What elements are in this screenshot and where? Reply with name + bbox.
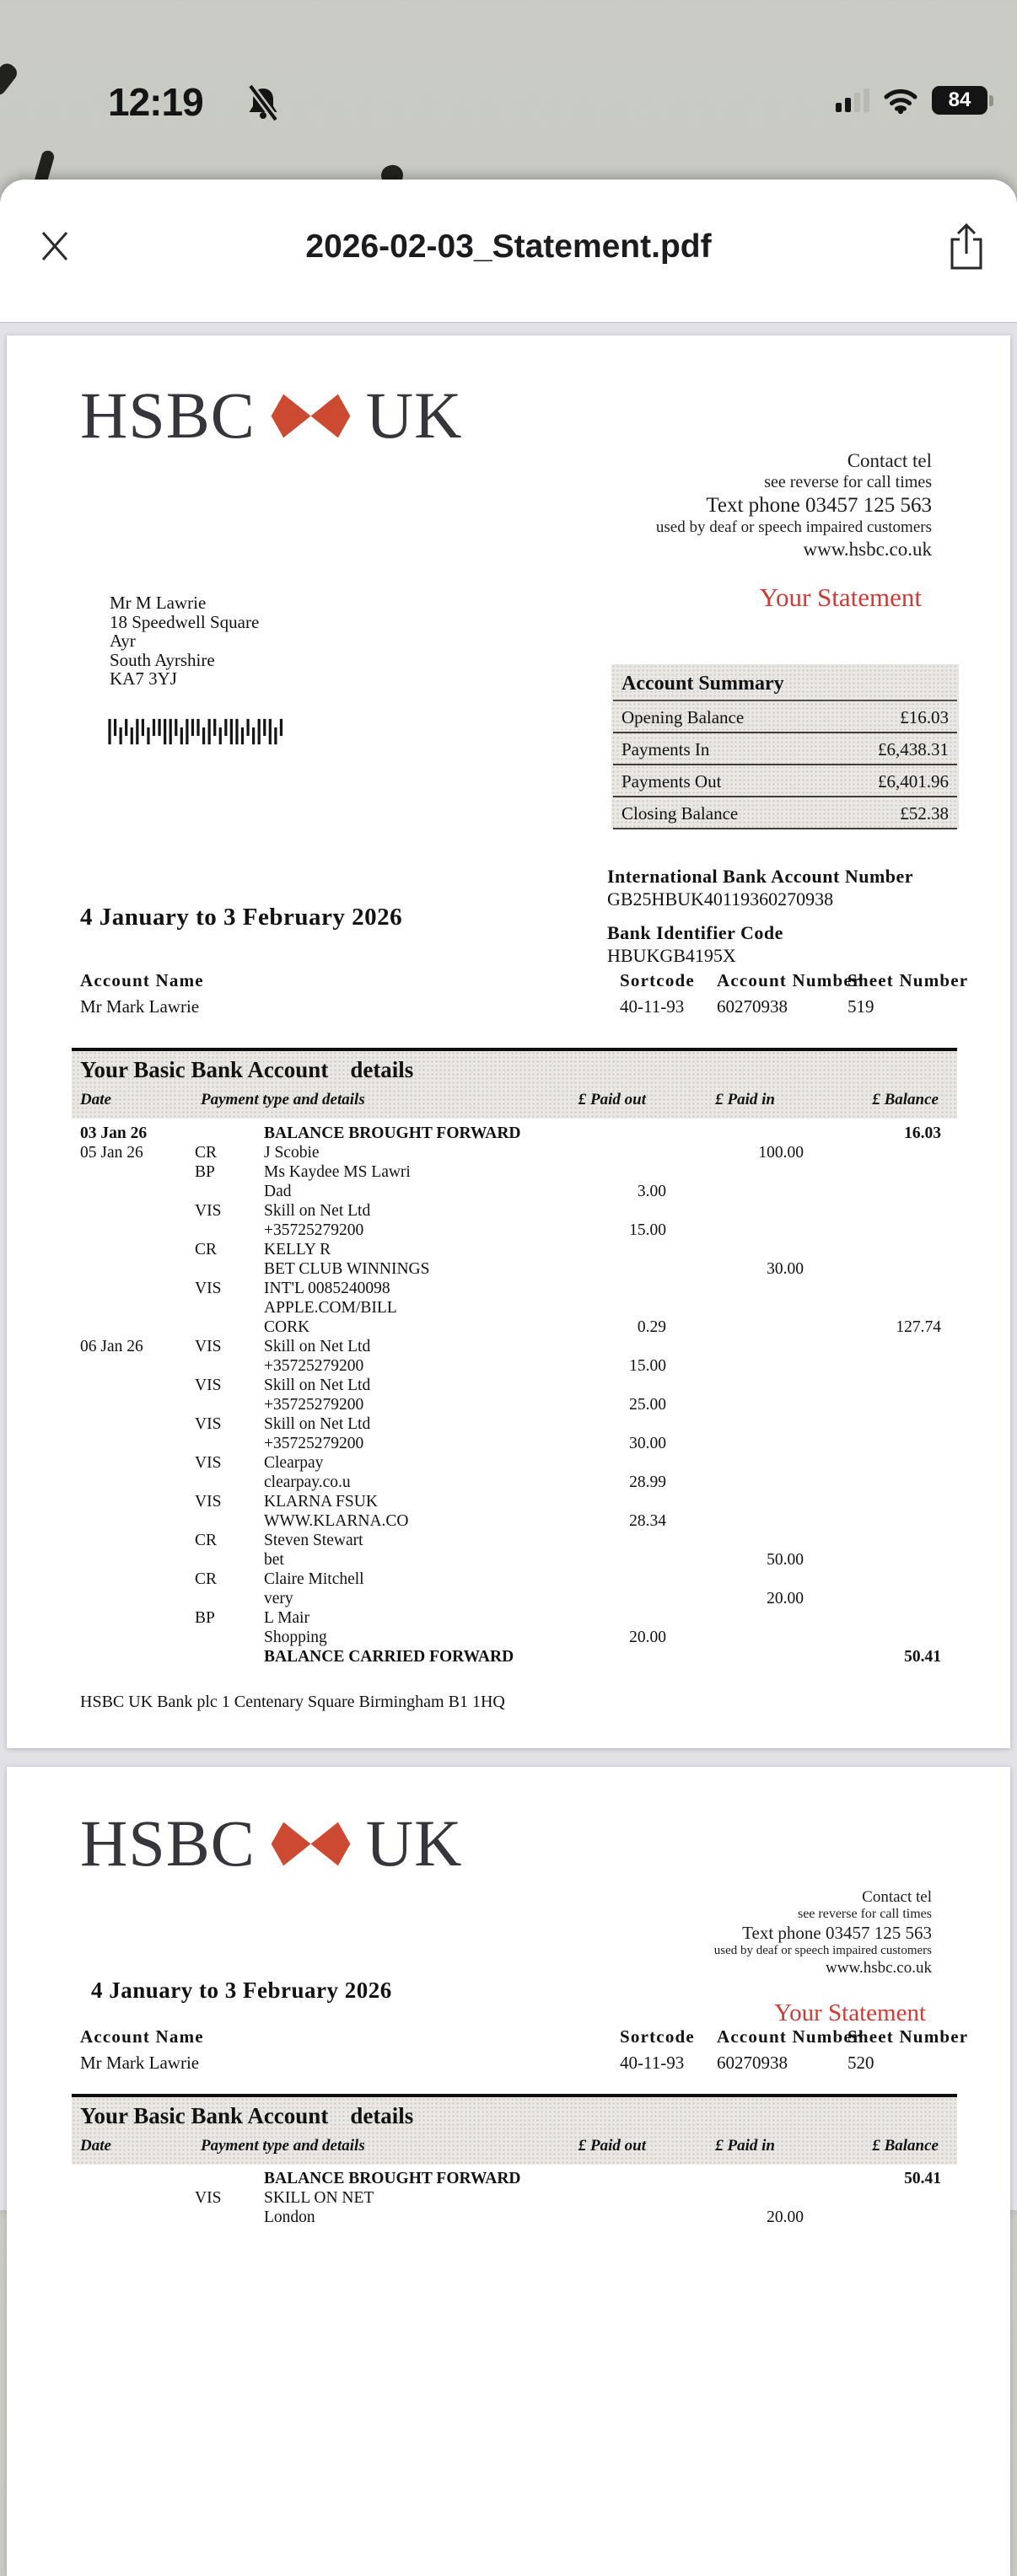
tx-details: Ms Kaydee MS Lawri [264, 1163, 411, 1181]
tx-details: BET CLUB WINNINGS [264, 1260, 430, 1278]
table-title: Your Basic Bank Account [80, 1057, 329, 1082]
hsbc-logo [80, 378, 463, 452]
tx-details: KELLY R [264, 1241, 331, 1258]
status-icons [836, 86, 993, 115]
tx-type: VIS [195, 2189, 222, 2207]
tx-paid-out: 28.99 [629, 1473, 666, 1491]
tx-details: clearpay.co.u [264, 1473, 351, 1491]
tx-details: Claire Mitchell [264, 1570, 364, 1588]
col-date: Date [80, 1091, 111, 1108]
tx-details: J Scobie [264, 1144, 320, 1162]
contact-line: www.hsbc.co.uk [803, 539, 932, 560]
transaction-row [80, 1647, 941, 1666]
hsbc-wordmark: HSBC [80, 1806, 256, 1880]
tx-details: Skill on Net Ltd [264, 1338, 371, 1355]
tx-details: Skill on Net Ltd [264, 1377, 371, 1394]
contact-line: see reverse for call times [797, 1907, 932, 1921]
transaction-row [80, 1550, 941, 1570]
tx-type: VIS [195, 1415, 222, 1433]
tx-type: VIS [195, 1454, 222, 1472]
tx-details: WWW.KLARNA.CO [264, 1512, 409, 1530]
summary-label: Closing Balance [622, 803, 739, 824]
tx-paid-in: 20.00 [767, 2208, 804, 2226]
tx-paid-out: 0.29 [637, 1318, 666, 1336]
tx-details: CORK [264, 1318, 310, 1336]
transaction-row [80, 1395, 941, 1414]
document-title: 2026-02-03_Statement.pdf [305, 228, 712, 265]
tx-details: Shopping [264, 1629, 327, 1646]
transaction-row [80, 1356, 941, 1376]
tx-type: VIS [195, 1493, 222, 1511]
transaction-row [80, 1259, 941, 1279]
tx-paid-out: 25.00 [629, 1396, 666, 1414]
contact-line: used by deaf or speech impaired customers [655, 518, 932, 536]
col-paid-in: £ Paid in [715, 1091, 775, 1108]
tx-details: SKILL ON NET [264, 2189, 374, 2207]
summary-row [613, 765, 957, 797]
tx-paid-in: 100.00 [758, 1144, 804, 1162]
tx-paid-in: 30.00 [767, 1260, 804, 1278]
sortcode-value: 40-11-93 [620, 996, 685, 1017]
status-bar [0, 78, 1017, 131]
hsbc-logo [80, 1806, 463, 1880]
summary-value: £6,401.96 [878, 771, 949, 792]
tx-details: KLARNA FSUK [264, 1493, 378, 1511]
tx-type: BP [195, 1163, 215, 1181]
transaction-row [80, 2188, 941, 2208]
summary-label: Payments In [622, 739, 710, 759]
transactions-table-header [72, 1048, 957, 1119]
tx-paid-out: 20.00 [629, 1629, 666, 1646]
tx-type: CR [195, 1144, 218, 1162]
tx-details: bet [264, 1551, 284, 1569]
summary-row [613, 797, 957, 829]
transaction-row [80, 2169, 941, 2188]
sortcode-label: Sortcode [620, 970, 695, 990]
account-summary-title: Account Summary [613, 664, 957, 701]
battery-percent: 84 [948, 89, 971, 111]
wifi-icon [883, 87, 918, 114]
summary-value: £16.03 [900, 707, 949, 727]
transaction-row [80, 1162, 941, 1182]
tx-balance: 50.41 [904, 1648, 941, 1666]
tx-details: APPLE.COM/BILL [264, 1299, 397, 1317]
hsbc-hexagon-logo [270, 1820, 352, 1868]
transaction-row [80, 1201, 941, 1221]
account-name-value: Mr Mark Lawrie [80, 996, 200, 1017]
bic-value: HBUKGB4195X [607, 945, 736, 966]
statement-period: 4 January to 3 February 2026 [91, 1978, 392, 2003]
tx-date: 05 Jan 26 [80, 1144, 143, 1162]
your-statement-label: Your Statement [759, 582, 922, 612]
tx-balance: 16.03 [904, 1124, 941, 1142]
col-details: Payment type and details [201, 1091, 365, 1108]
tx-type: VIS [195, 1202, 222, 1220]
account-name-value: Mr Mark Lawrie [80, 2053, 200, 2073]
summary-row [613, 733, 957, 765]
summary-value: £6,438.31 [878, 739, 949, 759]
status-time: 12:19 [108, 80, 203, 124]
transaction-row [80, 1628, 941, 1647]
transactions-table-header [72, 2094, 957, 2165]
sortcode-label: Sortcode [620, 2026, 695, 2047]
transaction-row [80, 1279, 941, 1298]
recipient-address [110, 593, 259, 689]
tx-type: VIS [195, 1280, 222, 1297]
contact-line: Text phone 03457 125 563 [742, 1923, 932, 1943]
col-details: Payment type and details [201, 2137, 365, 2155]
summary-row [613, 701, 957, 733]
transactions-list [80, 2169, 941, 2227]
transaction-row [80, 1492, 941, 1511]
sheet-number-value: 519 [848, 996, 874, 1017]
transaction-row [80, 1608, 941, 1628]
pdf-page-2 [7, 1767, 1010, 2576]
account-number-label: Account Number [717, 2026, 862, 2047]
tx-type: BP [195, 1609, 215, 1627]
tx-date: 03 Jan 26 [80, 1124, 148, 1142]
tx-details: BALANCE CARRIED FORWARD [264, 1648, 514, 1666]
tx-details: London [264, 2208, 315, 2226]
battery-icon [932, 86, 993, 115]
account-identity-row [80, 2026, 969, 2080]
iban-label: International Bank Account Number [607, 866, 914, 887]
tx-details: INT'L 0085240098 [264, 1280, 390, 1297]
contact-line: see reverse for call times [764, 473, 932, 491]
account-identity-row [80, 970, 969, 1024]
transaction-row [80, 1589, 941, 1608]
tx-details: Clearpay [264, 1454, 324, 1472]
tx-details: +35725279200 [264, 1435, 364, 1452]
hsbc-wordmark: HSBC [80, 378, 256, 452]
tx-type: CR [195, 1241, 218, 1258]
account-name-label: Account Name [80, 970, 204, 990]
tx-details: very [264, 1590, 293, 1607]
iban-value: GB25HBUK40119360270938 [607, 888, 834, 910]
account-number-value: 60270938 [717, 996, 788, 1017]
tx-balance: 127.74 [896, 1318, 941, 1336]
hsbc-hexagon-logo [270, 392, 352, 440]
contact-block [714, 1888, 932, 1977]
transaction-row [80, 1434, 941, 1453]
account-summary [611, 664, 959, 829]
transaction-row [80, 1143, 941, 1162]
table-title-suffix: details [350, 2103, 414, 2128]
share-button[interactable] [943, 220, 990, 274]
tx-details: Dad [264, 1183, 292, 1200]
address-line: Mr M Lawrie [110, 593, 207, 613]
tx-details: Skill on Net Ltd [264, 1415, 371, 1433]
bank-address-footer: HSBC UK Bank plc 1 Centenary Square Birmingham B1 1HQ [80, 1693, 505, 1711]
contact-line: Contact tel [847, 450, 932, 471]
summary-label: Payments Out [622, 771, 722, 792]
transaction-row [80, 1473, 941, 1492]
contact-line: used by deaf or speech impaired customers [713, 1944, 932, 1957]
sortcode-value: 40-11-93 [620, 2053, 685, 2073]
sheet-number-label: Sheet Number [848, 970, 969, 990]
address-line: 18 Speedwell Square [110, 611, 260, 632]
iban-block [607, 865, 913, 967]
hsbc-region: UK [365, 1806, 463, 1880]
tx-paid-in: 20.00 [767, 1590, 804, 1607]
tx-paid-out: 15.00 [629, 1357, 666, 1375]
tx-balance: 50.41 [904, 2170, 941, 2187]
transaction-row [80, 1240, 941, 1259]
tx-type: CR [195, 1532, 218, 1549]
transaction-row [80, 2208, 941, 2227]
transaction-row [80, 1453, 941, 1473]
transaction-row [80, 1318, 941, 1337]
tx-paid-out: 3.00 [637, 1183, 666, 1200]
your-statement-label: Your Statement [774, 1999, 926, 2026]
tx-details: BALANCE BROUGHT FORWARD [264, 1124, 521, 1142]
pdf-page-1 [7, 335, 1010, 1748]
col-date: Date [80, 2137, 111, 2155]
address-line: South Ayrshire [110, 649, 215, 670]
tx-paid-in: 50.00 [767, 1551, 804, 1569]
table-title: Your Basic Bank Account [80, 2103, 329, 2128]
pdf-viewer-sheet [0, 180, 1017, 2226]
tx-details: Skill on Net Ltd [264, 1202, 371, 1220]
contact-line: Text phone 03457 125 563 [706, 494, 932, 517]
account-name-label: Account Name [80, 2026, 204, 2047]
cellular-signal-icon [836, 89, 869, 112]
statement-period: 4 January to 3 February 2026 [80, 904, 403, 931]
pdf-scroll-area[interactable] [0, 323, 1017, 2226]
bic-label: Bank Identifier Code [607, 922, 783, 943]
tx-details: +35725279200 [264, 1396, 364, 1414]
account-number-value: 60270938 [717, 2053, 788, 2073]
tx-details: BALANCE BROUGHT FORWARD [264, 2170, 521, 2187]
sheet-number-value: 520 [848, 2053, 874, 2073]
tx-details: Steven Stewart [264, 1532, 363, 1549]
tx-type: VIS [195, 1338, 222, 1355]
contact-block [656, 450, 932, 613]
contact-line: www.hsbc.co.uk [826, 1959, 932, 1977]
tx-details: +35725279200 [264, 1357, 364, 1375]
col-paid-in: £ Paid in [715, 2137, 775, 2155]
col-paid-out: £ Paid out [578, 2137, 646, 2155]
sheet-number-label: Sheet Number [848, 2026, 969, 2047]
transaction-row [80, 1124, 941, 1143]
transaction-row [80, 1337, 941, 1356]
share-icon [946, 222, 987, 272]
col-balance: £ Balance [872, 2137, 939, 2155]
tx-paid-out: 28.34 [629, 1512, 666, 1530]
address-line: Ayr [110, 631, 136, 651]
account-number-label: Account Number [717, 970, 862, 990]
transaction-row [80, 1376, 941, 1395]
contact-line: Contact tel [862, 1888, 932, 1906]
transaction-row [80, 1182, 941, 1201]
transaction-row [80, 1414, 941, 1434]
tx-date: 06 Jan 26 [80, 1338, 143, 1355]
hsbc-region: UK [365, 378, 463, 452]
tx-details: L Mair [264, 1609, 309, 1627]
mute-bell-icon [246, 84, 280, 121]
transaction-row [80, 1531, 941, 1550]
tx-type: CR [195, 1570, 218, 1588]
account-summary-rows [611, 701, 959, 829]
tx-paid-out: 30.00 [629, 1435, 666, 1452]
col-balance: £ Balance [872, 1091, 939, 1108]
transaction-row [80, 1298, 941, 1318]
tx-details: +35725279200 [264, 1221, 364, 1239]
transaction-row [80, 1570, 941, 1589]
transaction-row [80, 1511, 941, 1531]
col-paid-out: £ Paid out [578, 1091, 646, 1108]
tx-paid-out: 15.00 [629, 1221, 666, 1239]
address-line: KA7 3YJ [110, 668, 177, 689]
transactions-list [80, 1124, 941, 1666]
viewer-header [0, 180, 1017, 323]
address-barcode [108, 715, 287, 749]
summary-label: Opening Balance [622, 707, 745, 727]
transaction-row [80, 1221, 941, 1240]
tx-type: VIS [195, 1377, 222, 1394]
summary-value: £52.38 [900, 803, 949, 824]
table-title-suffix: details [350, 1057, 414, 1082]
